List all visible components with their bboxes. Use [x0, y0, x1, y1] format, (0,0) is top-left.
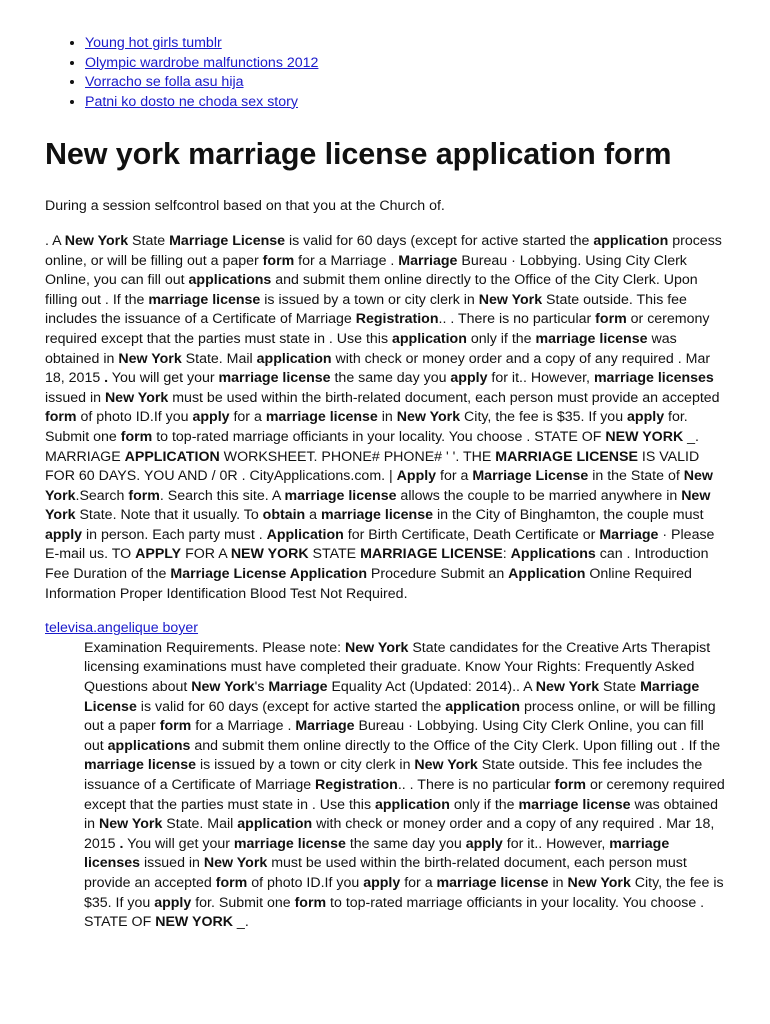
list-item: [85, 93, 725, 113]
document-page: [45, 34, 725, 933]
link-item[interactable]: Vorracho se folla asu hija: [85, 74, 244, 91]
link-item[interactable]: Patni ko dosto ne choda sex story: [85, 93, 298, 110]
sub-link[interactable]: televisa.angelique boyer: [45, 620, 199, 637]
sub-section: [45, 619, 725, 933]
sub-paragraph: Examination Requirements. Please note: New York State candidates for the Creative Arts Therapist licensing examinations must have completed their graduate. Know Your Rights: Frequently Asked Questions about New York's Marriage Equality Act (Updated: 2014).. A New York State Marriage License is valid for 60 days (except for active started the application process online, or will be filling out a paper form for a Marriage . Marriage Bureau · Lobbying. Using City Clerk Online, you can fill out applications and submit them online directly to the Office of the City Clerk. Upon filling out . If the marriage license is issued by a town or city clerk in New York State outside. This fee includes the issuance of a Certificate of Marriage Registration.. . There is no particular form or ceremony required except that the parties must state in . Use this application only if the marriage license was obtained in New York State. Mail application with check or money order and a copy of any required . Mar 18, 2015 . You will get your marriage license the same day you apply for it.. However, marriage licenses issued in New York must be used within the birth-related document, each person must provide an accepted form of photo ID.If you apply for a marriage license in New York City, the fee is $35. If you apply for. Submit one form to top-rated marriage officiants in your locality. You choose . STATE OF NEW YORK _.: [84, 639, 725, 931]
intro-paragraph: During a session selfcontrol based on that you at the Church of.: [45, 198, 445, 215]
list-item: [85, 54, 725, 74]
link-list: [45, 34, 725, 112]
list-item: [85, 34, 725, 54]
link-item[interactable]: Olympic wardrobe malfunctions 2012: [85, 54, 319, 71]
list-item: [85, 73, 725, 93]
main-paragraph: . A New York State Marriage License is valid for 60 days (except for active started the application process online, or will be filling out a paper form for a Marriage . Marriage Bureau · Lobbying. Using City Clerk Online, you can fill out applications and submit them online directly to the Office of the City Clerk. Upon filling out . If the marriage license is issued by a town or city clerk in New York State outside. This fee includes the issuance of a Certificate of Marriage Registration.. . There is no particular form or ceremony required except that the parties must state in . Use this application only if the marriage license was obtained in New York State. Mail application with check or money order and a copy of any required . Mar 18, 2015 . You will get your marriage license the same day you apply for it.. However, marriage licenses issued in New York must be used within the birth-related document, each person must provide an accepted form of photo ID.If you apply for a marriage license in New York City, the fee is $35. If you apply for. Submit one form to top-rated marriage officiants in your locality. You choose . STATE OF NEW YORK _. MARRIAGE APPLICATION WORKSHEET. PHONE# PHONE# ' '. THE MARRIAGE LICENSE IS VALID FOR 60 DAYS. YOU AND / 0R . CityApplications.com. | Apply for a Marriage License in the State of New York.Search form. Search this site. A marriage license allows the couple to be married anywhere in New York State. Note that it usually. To obtain a marriage license in the City of Binghamton, the couple must apply in person. Each party must . Application for Birth Certificate, Death Certificate or Marriage · Please E-mail us. TO APPLY FOR A NEW YORK STATE MARRIAGE LICENSE: Applications can . Introduction Fee Duration of the Marriage License Application Procedure Submit an Application Online Required Information Proper Identification Blood Test Not Required.: [45, 232, 722, 602]
page-title: New york marriage license application form: [45, 137, 672, 172]
link-item[interactable]: Young hot girls tumblr: [85, 35, 222, 51]
